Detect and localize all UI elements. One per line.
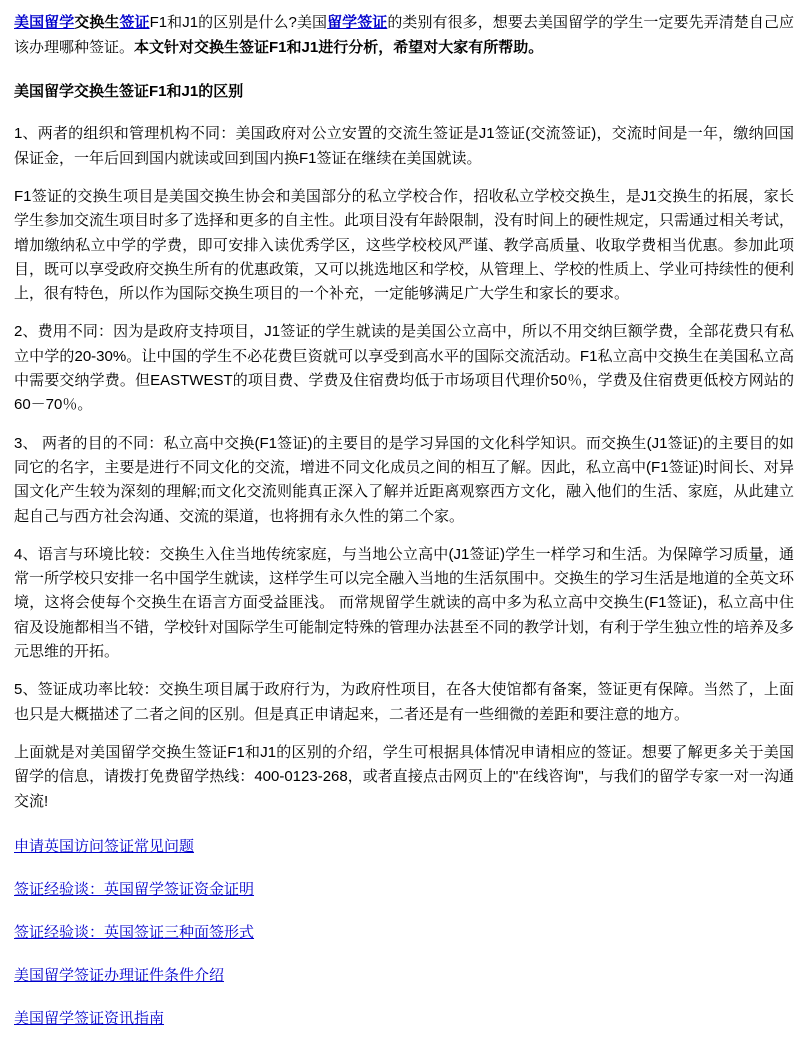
paragraph-3: 2、费用不同：因为是政府支持项目，J1签证的学生就读的是美国公立高中，所以不用交纳巨额学费，全部花费只有私立中学的20-30%。让中国的学生不必花费巨资就可以享受到高水平的国际交流活动。F1私立高中交换生在美国私立高中需要交纳学费。但EASTWEST的项目费、学费及住宿费均低于市场项目代理价50％，学费及住宿费更低校方网站的60－70％。 bbox=[14, 323, 794, 414]
intro-link-study-visa[interactable]: 留学签证 bbox=[327, 14, 388, 31]
intro-text-purpose: 本文针对交换生签证F1和J1进行分析，希望对大家有所帮助。 bbox=[134, 39, 544, 57]
paragraph-1: 1、两者的组织和管理机构不同：美国政府对公立安置的交流生签证是J1签证(交流签证)，交流时间是一年，缴纳回国保证金，一年后回到国内就读或回到国内换F1签证在继续在美国就读。 bbox=[14, 125, 794, 167]
related-link-4[interactable]: 美国留学签证办理证件条件介绍 bbox=[14, 966, 225, 984]
paragraph-2: F1签证的交换生项目是美国交换生协会和美国部分的私立学校合作，招收私立学校交换生，是J1交换生的拓展，家长学生参加交流生项目时多了选择和更多的自主性。此项目没有年龄限制，没有时间上的硬性规定，只需通过相关考试，增加缴纳私立中学的学费，即可安排入读优秀学区，这些学校校风严谨、教学高质量、收取学费相当优惠。参加此项目，既可以享受政府交换生所有的优惠政策，又可以挑选地区和学校，从管理上、学校的性质上、学业可持续性的便利上，很有特色，所以作为国际交换生项目的一个补充，一定能够满足广大学生和家长的要求。 bbox=[14, 187, 795, 303]
intro-link-usa-study[interactable]: 美国留学 bbox=[14, 14, 75, 31]
article-intro bbox=[14, 10, 794, 60]
paragraph-4: 3、 两者的目的不同：私立高中交换(F1签证)的主要目的是学习异国的文化科学知识。而交换生(J1签证)的主要目的如同它的名字，主要是进行不同文化的交流，增进不同文化成员之间的相互了解。因此，私立高中(F1签证)时间长、对异国文化产生较为深刻的理解;而文化交流则能真正深入了解并近距离观察西方文化，融入他们的生活、家庭，从此建立起自己与西方社会沟通、交流的渠道，也将拥有永久性的第二个家。 bbox=[14, 434, 794, 525]
related-links-list bbox=[14, 836, 794, 1029]
paragraph-6: 5、签证成功率比较：交换生项目属于政府行为，为政府性项目，在各大使馆都有备案，签证更有保障。当然了，上面也只是大概描述了二者之间的区别。但是真正申请起来，二者还是有一些细微的差距和要注意的地方。 bbox=[14, 681, 794, 723]
related-link-1[interactable]: 申请英国访问签证常见问题 bbox=[14, 837, 195, 855]
intro-text-usa: 美国 bbox=[296, 14, 328, 31]
related-link-3[interactable]: 签证经验谈：英国签证三种面签形式 bbox=[14, 923, 255, 941]
intro-link-visa[interactable]: 签证 bbox=[119, 14, 150, 31]
page-title: 美国留学交换生签证F1和J1的区别 bbox=[14, 83, 244, 101]
intro-text-exchange: 交换生 bbox=[74, 14, 120, 31]
related-link-5[interactable]: 美国留学签证资讯指南 bbox=[14, 1009, 165, 1027]
related-link-2[interactable]: 签证经验谈：英国留学签证资金证明 bbox=[14, 880, 255, 898]
paragraph-conclusion: 上面就是对美国留学交换生签证F1和J1的区别的介绍，学生可根据具体情况申请相应的签证。想要了解更多关于美国留学的信息，请拨打免费留学热线：400-0123-268，或者直接点击网页上的"在线咨询"，与我们的留学专家一对一沟通交流! bbox=[14, 743, 794, 810]
intro-text-question: F1和J1的区别是什么? bbox=[149, 14, 297, 31]
intro-text-categories: 的类别有很多，想要去美国留学的学生一定要先弄清楚自己应该办理哪种签证。 bbox=[14, 14, 794, 57]
paragraph-5: 4、语言与环境比较：交换生入住当地传统家庭，与当地公立高中(J1签证)学生一样学习和生活。为保障学习质量，通常一所学校只安排一名中国学生就读，这样学生可以完全融入当地的生活氛围中。交换生的学习生活是地道的全英文环境，这将会使每个交换生在语言方面受益匪浅。 而常规留学生就读的高中多为私立高中交换生(F1签证)，私立高中住宿及设施都相当不错，学校针对国际学生可能制定特殊的管理办法甚至不同的教学计划，有利于学生独立性的培养及多元思维的开拓。 bbox=[14, 545, 795, 661]
